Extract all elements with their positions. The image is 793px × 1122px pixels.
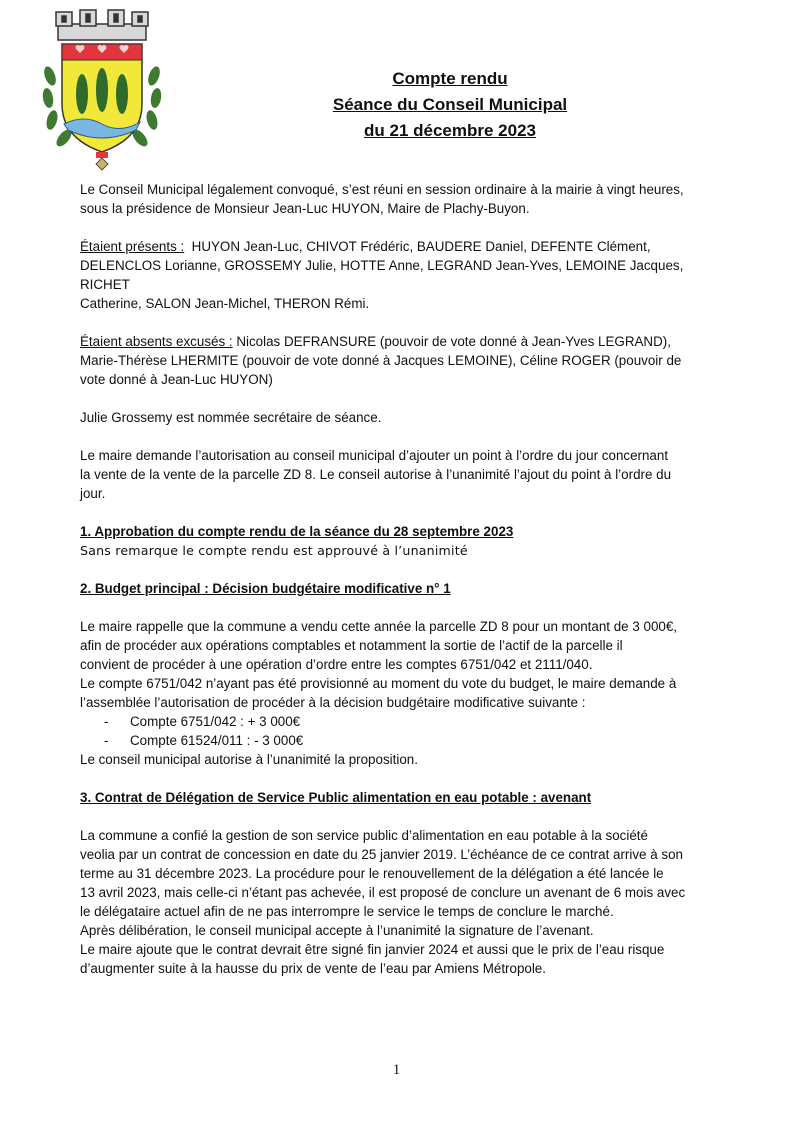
section-2-heading: 2. Budget principal : Décision budgétaire modificative n° 1 [80, 581, 451, 596]
section-3-heading: 3. Contrat de Délégation de Service Public alimentation en eau potable : avenant [80, 790, 592, 805]
section-2 [80, 579, 720, 769]
document-body [80, 180, 720, 978]
list-item: - Compte 61524/011 : - 3 000€ [104, 731, 720, 750]
text-line: afin de procéder aux opérations comptables et notamment la sortie de l’actif de la parcelle il [80, 638, 623, 653]
text-line: Le maire demande l’autorisation au conseil municipal d’ajouter un point à l’ordre du jour concernant [80, 448, 669, 463]
text-line: HUYON Jean-Luc, CHIVOT Frédéric, BAUDERE Daniel, DEFENTE Clément, [184, 239, 651, 254]
text-line: le délégataire actuel afin de ne pas interrompre le service le temps de conclure le marché. [80, 904, 614, 919]
text-line: Le compte 6751/042 n’ayant pas été provisionné au moment du vote du budget, le maire demande à [80, 676, 677, 691]
text-line: la vente de la vente de la parcelle ZD 8. Le conseil autorise à l’unanimité l’ajout du point à l’ordre du [80, 467, 672, 482]
text-line: Catherine, SALON Jean-Michel, THERON Rémi. [80, 296, 370, 311]
absents-paragraph [80, 332, 720, 389]
text-line: d’augmenter suite à la hausse du prix de vente de l’eau par Amiens Métropole. [80, 961, 546, 976]
text-line: 13 avril 2023, mais celle-ci n’étant pas achevée, il est proposé de conclure un avenant de 6 mois avec [80, 885, 686, 900]
mural-crown-icon [56, 10, 148, 40]
title-line-3: du 21 décembre 2023 [364, 121, 536, 140]
presents-paragraph [80, 237, 720, 313]
text-line: Le maire ajoute que le contrat devrait être signé fin janvier 2024 et aussi que le prix de l’eau risque [80, 942, 665, 957]
section-3 [80, 788, 720, 978]
municipal-coat-of-arms-logo [40, 6, 164, 174]
page-number: 1 [392, 1062, 401, 1078]
text-line: sous la présidence de Monsieur Jean-Luc HUYON, Maire de Plachy-Buyon. [80, 201, 530, 216]
list-item: - Compte 6751/042 : + 3 000€ [104, 712, 720, 731]
intro-paragraph [80, 180, 720, 218]
section-1-heading: 1. Approbation du compte rendu de la séance du 28 septembre 2023 [80, 524, 514, 539]
medal-icon [96, 152, 108, 170]
text-line: terme au 31 décembre 2023. La procédure pour le renouvellement de la délégation a été lancée le [80, 866, 664, 881]
text-line: vote donné à Jean-Luc HUYON) [80, 372, 273, 387]
text-line: veolia par un contrat de concession en date du 25 janvier 2019. L’échéance de ce contrat arrive à son [80, 847, 683, 862]
budget-items-list [80, 712, 720, 750]
text-line: DELENCLOS Lorianne, GROSSEMY Julie, HOTTE Anne, LEGRAND Jean-Yves, LEMOINE Jacques, RICHET [80, 258, 684, 292]
document-title [300, 66, 600, 144]
text-line: l’assemblée l’autorisation de procéder à la décision budgétaire modificative suivante : [80, 695, 586, 710]
text-line: convient de procéder à une opération d’ordre entre les comptes 6751/042 et 2111/040. [80, 657, 593, 672]
presents-label: Étaient présents : [80, 239, 185, 254]
title-line-1: Compte rendu [392, 69, 508, 88]
secretary-paragraph: Julie Grossemy est nommée secrétaire de séance. [80, 410, 382, 425]
agenda-request-paragraph [80, 446, 720, 503]
absents-label: Étaient absents excusés : [80, 334, 233, 349]
text-line: jour. [80, 486, 106, 501]
text-line: Le maire rappelle que la commune a vendu cette année la parcelle ZD 8 pour un montant de 3 000€, [80, 619, 678, 634]
text-line: Le conseil municipal autorise à l’unanimité la proposition. [80, 752, 418, 767]
title-line-2: Séance du Conseil Municipal [332, 95, 568, 114]
section-1 [80, 522, 720, 560]
text-line: Nicolas DEFRANSURE (pouvoir de vote donné à Jean-Yves LEGRAND), [232, 334, 671, 349]
text-line: Après délibération, le conseil municipal accepte à l’unanimité la signature de l’avenant. [80, 923, 594, 938]
text-line: La commune a confié la gestion de son service public d’alimentation en eau potable à la société [80, 828, 648, 843]
text-line: Le Conseil Municipal légalement convoqué, s’est réuni en session ordinaire à la mairie à vingt heures, [80, 182, 684, 197]
text-line: Marie-Thérèse LHERMITE (pouvoir de vote donné à Jacques LEMOINE), Céline ROGER (pouvoir de [80, 353, 682, 368]
shield-icon [62, 44, 142, 152]
text-line: Sans remarque le compte rendu est approuvé à l’unanimité [80, 543, 468, 558]
